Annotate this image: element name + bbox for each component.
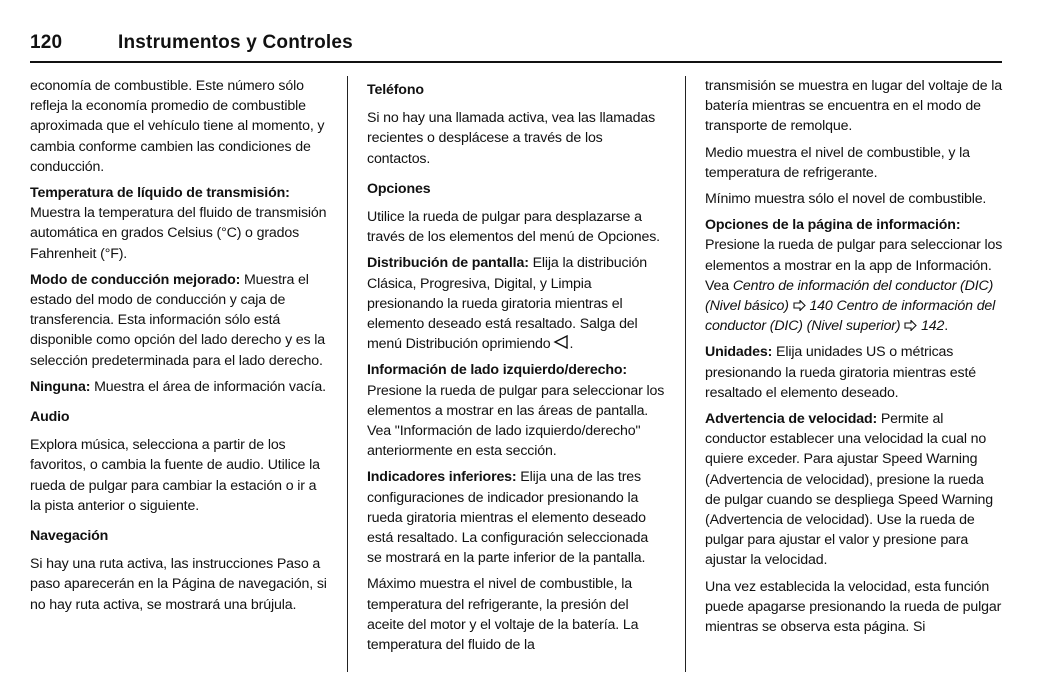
column-divider-right (685, 76, 686, 672)
text-lower-gauges: Elija una de las tres configuraciones de indicador presionando la rueda giratoria mientras el elemento deseado está resaltado. La configuración seleccionada se mostrará en la parte inferior de la pantalla. (367, 469, 649, 567)
paragraph-units (705, 342, 1003, 403)
paragraph-navigation: Si hay una ruta activa, las instrucciones Paso a paso aparecerán en la Página de navegación, si no hay ruta activa, se mostrará una brújula. (30, 556, 327, 613)
column-right (705, 76, 1003, 637)
paragraph-minimum: Mínimo muestra sólo el novel de combustible. (705, 191, 987, 208)
back-arrow-icon (553, 334, 569, 350)
text-drive-mode: Muestra el estado del modo de conducción y caja de transferencia. Esta información sólo está disponible como opción del lado derecho y es la selección predeterminada para el lado derecho. (30, 271, 326, 369)
term-lower-gauges: Indicadores inferiores: (367, 469, 517, 486)
paragraph-none (30, 377, 328, 397)
paragraph-lower-gauges (367, 467, 665, 568)
term-speed-warning: Advertencia de velocidad: (705, 411, 878, 428)
text-transmission-temp: Muestra la temperatura del fluido de transmisión automática en grados Celsius (°C) o grados Fahrenheit (°F). (30, 205, 327, 262)
paragraph-speed-warning (705, 409, 1003, 571)
term-none: Ninguna: (30, 378, 91, 395)
text-speed-warning: Permite al conductor establecer una velocidad la cual no quiere exceder. Para ajustar Speed Warning (Advertencia de velocidad), presione la rueda de pulgar cuando se despliega Speed Warning (Advertencia de velocidad). Use la rueda de pulgar para ajustar el valor y presione para ajustar la velocidad. (705, 411, 994, 569)
page-ref-140[interactable]: 140 (809, 298, 833, 315)
heading-options: Opciones (367, 180, 431, 197)
paragraph-fuel-economy: economía de combustible. Este número sólo refleja la economía promedio de combustible aproximada que el vehículo tiene al momento, y cambia conforme cambien las condiciones de conducción. (30, 78, 325, 175)
paragraph-side-info (367, 360, 665, 461)
paragraph-speed-off: Una vez establecida la velocidad, esta función puede apagarse presionando la rueda de pulgar mientras se observa esta página. Si (705, 578, 1002, 636)
paragraph-phone: Si no hay una llamada activa, vea las llamadas recientes o desplácese a través de los contactos. (367, 110, 656, 167)
paragraph-drive-mode (30, 270, 328, 371)
term-transmission-temp: Temperatura de líquido de transmisión: (30, 185, 290, 202)
page-number: 120 (30, 32, 63, 53)
term-drive-mode: Modo de conducción mejorado: (30, 271, 241, 288)
paragraph-info-page-options: Opciones de la página de información: Presione la rueda de pulgar para seleccionar los elementos a mostrar en la app de Información. Vea Centro de información del conductor (DIC) (Nivel básico) 140 Centro de información del conductor (DIC) (Nivel superior) 142. (705, 217, 1003, 335)
column-divider-left (347, 76, 348, 672)
text-info-page-options: Presione la rueda de pulgar para seleccionar los elementos a mostrar en la app de Información. Vea (705, 237, 1003, 294)
column-left (30, 76, 328, 621)
text-units: Elija unidades US o métricas presionando la rueda giratoria mientras esté resaltado el elemento deseado. (705, 344, 977, 401)
paragraph-transmission-continued: transmisión se muestra en lugar del voltaje de la batería mientras se encuentra en el modo de transporte de remolque. (705, 78, 1003, 135)
text-none: Muestra el área de información vacía. (90, 378, 326, 395)
term-units: Unidades: (705, 344, 773, 361)
heading-navigation: Navegación (30, 528, 109, 545)
text-side-info: Presione la rueda de pulgar para seleccionar los elementos a mostrar en las áreas de pantalla. Vea "Información de lado izquierdo/derecho" anteriormente en esta sección. (367, 382, 665, 460)
term-side-info: Información de lado izquierdo/derecho: (367, 362, 627, 379)
paragraph-maximum: Máximo muestra el nivel de combustible, la temperatura del refrigerante, la presión del aceite del motor y el voltaje de la batería. La temperatura del fluido de la (367, 576, 639, 654)
heading-phone: Teléfono (367, 82, 424, 98)
term-info-page-options: Opciones de la página de información: (705, 217, 961, 234)
paragraph-medium: Medio muestra el nivel de combustible, y la temperatura de refrigerante. (705, 144, 970, 181)
paragraph-transmission-temp (30, 183, 328, 264)
page-reference-arrow-icon (904, 317, 917, 328)
paragraph-audio: Explora música, selecciona a partir de los favoritos, o cambia la fuente de audio. Utilice la rueda de pulgar para cambiar la estación o ir a la pista anterior o siguiente. (30, 437, 320, 514)
xref-dic-upper[interactable]: Centro de información del conductor (DIC) (Nivel superior) (705, 298, 996, 335)
section-title: Instrumentos y Controles (118, 32, 353, 53)
page-ref-142[interactable]: 142 (921, 318, 945, 335)
paragraph-options: Utilice la rueda de pulgar para desplazarse a través de los elementos del menú de Opciones. (367, 209, 660, 246)
text-display-layout: Elija la distribución Clásica, Progresiva, Digital, y Limpia presionando la rueda giratoria mientras el elemento deseado está resaltado. Salga del menú Distribución oprimiendo (367, 255, 647, 353)
header-rule (30, 61, 1002, 63)
column-middle (367, 76, 665, 655)
xref-dic-basic[interactable]: Centro de información del conductor (DIC) (Nivel básico) (705, 277, 994, 315)
term-display-layout: Distribución de pantalla: (367, 255, 529, 272)
page-header (30, 30, 1002, 66)
paragraph-display-layout: Distribución de pantalla: Elija la distribución Clásica, Progresiva, Digital, y Limpia presionando la rueda giratoria mientras el elemento deseado está resaltado. Salga del menú Distribución oprimiendo . (367, 255, 647, 353)
page-reference-arrow-icon (793, 297, 806, 308)
heading-audio: Audio (30, 409, 70, 426)
